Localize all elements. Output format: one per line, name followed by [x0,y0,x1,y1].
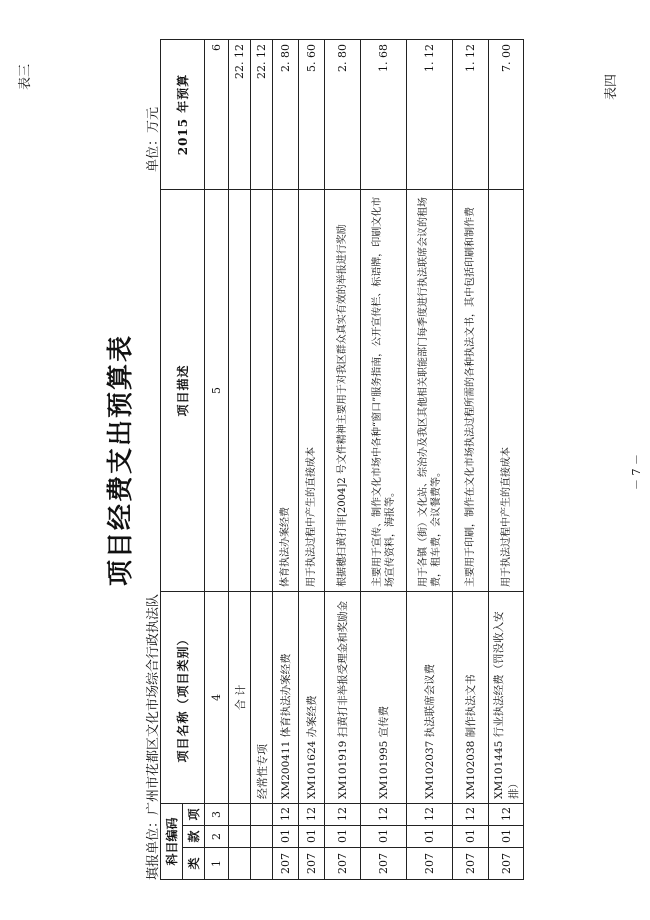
cell-project-desc: 体育执法办案经费 [273,189,299,591]
cell-kuan: 01 [453,826,489,848]
index-cell: 5 [205,189,229,591]
cell-xiang: 12 [325,803,361,825]
currency-unit: 单位：万元 [146,106,161,172]
cell-project-name: XM200411 体育执法办案经费 [273,591,299,803]
cell-kuan: 01 [325,826,361,848]
cell-budget: 7. 00 [489,39,524,189]
filler-unit: 填报单位：广州市花都区文化市场综合行政执法队 [146,593,161,880]
cell-budget: 2. 80 [273,39,299,189]
table-row [299,39,325,879]
cell-project-name: XM101995 宣传费 [361,591,407,803]
page-number: － 7 － [630,454,643,490]
cell-project-name: XM101445 行业执法经费（罚没收入安排） [489,591,524,803]
cell-kuan: 01 [407,826,453,848]
next-table-number: 表四 [604,73,619,100]
cell-xiang: 12 [453,803,489,825]
cell-project-name: XM101919 扫黄打非举报受理金和奖励金 [325,591,361,803]
header-subject-code: 科目编码 [161,803,183,879]
header-kuan: 款 [183,826,205,848]
index-row [205,39,229,879]
table-row [273,39,299,879]
cell-project-desc: 用于执法过程中产生的直接成本 [489,189,524,591]
cell-project-name: XM101624 办案经费 [299,591,325,803]
table-number: 表三 [18,63,33,90]
budget-table [160,39,524,880]
table-row [453,39,489,879]
total-label: 合 计 [229,591,251,803]
cell-xiang: 12 [489,803,524,825]
cell-lei: 207 [453,848,489,880]
cell-xiang: 12 [273,803,299,825]
index-cell: 1 [205,848,229,880]
index-cell: 3 [205,803,229,825]
cell-project-name: XM102038 制作执法文书 [453,591,489,803]
cell-lei: 207 [407,848,453,880]
cell-xiang: 12 [299,803,325,825]
header-lei: 类 [183,848,205,880]
header-project-name: 项目名称（项目类别） [161,591,205,803]
cell-lei: 207 [273,848,299,880]
total-row [229,39,251,879]
cell-budget: 1. 68 [361,39,407,189]
table-row [325,39,361,879]
index-cell: 6 [205,39,229,189]
page-title: 项目经费支出预算表 [106,334,136,587]
cell-budget: 1. 12 [407,39,453,189]
cell-lei: 207 [299,848,325,880]
cell-kuan: 01 [361,826,407,848]
cell-kuan: 01 [273,826,299,848]
index-cell: 4 [205,591,229,803]
cell-budget: 2. 80 [325,39,361,189]
total-budget: 22. 12 [229,39,251,189]
cell-project-desc: 主要用于宣传、制作文化市场中各种“窗口”服务指南，公开宣传栏、标语牌，印刷文化市场宣传资料，海报等。 [361,189,407,591]
category-row [251,39,273,879]
cell-xiang: 12 [361,803,407,825]
cell-lei: 207 [361,848,407,880]
cell-project-name: XM102037 执法联席会议费 [407,591,453,803]
table-row [407,39,453,879]
table-row [361,39,407,879]
cell-project-desc: 用于执法过程中产生的直接成本 [299,189,325,591]
table-row [489,39,524,879]
header-project-desc: 项目描述 [161,189,205,591]
index-cell: 2 [205,826,229,848]
cell-budget: 1. 12 [453,39,489,189]
cell-project-desc: 根据穗扫黄打非[2004]2 号文件精神主要用于对我区群众真实有效的举报进行奖励 [325,189,361,591]
header-xiang: 项 [183,803,205,825]
category-budget: 22. 12 [251,39,273,189]
cell-xiang: 12 [407,803,453,825]
cell-lei: 207 [489,848,524,880]
cell-lei: 207 [325,848,361,880]
cell-budget: 5. 60 [299,39,325,189]
cell-project-desc: 用于各镇（街）文化站、综治办及我区其他相关职能部门每季度进行执法联席会议的租场费，租车费，会议餐费等。 [407,189,453,591]
cell-project-desc: 主要用于印刷，制作在文化市场执法过程所需的各种执法文书，其中包括印刷和制作费 [453,189,489,591]
cell-kuan: 01 [299,826,325,848]
cell-kuan: 01 [489,826,524,848]
header-budget: 2015 年预算 [161,39,205,189]
category-label: 经常性专项 [251,591,273,803]
